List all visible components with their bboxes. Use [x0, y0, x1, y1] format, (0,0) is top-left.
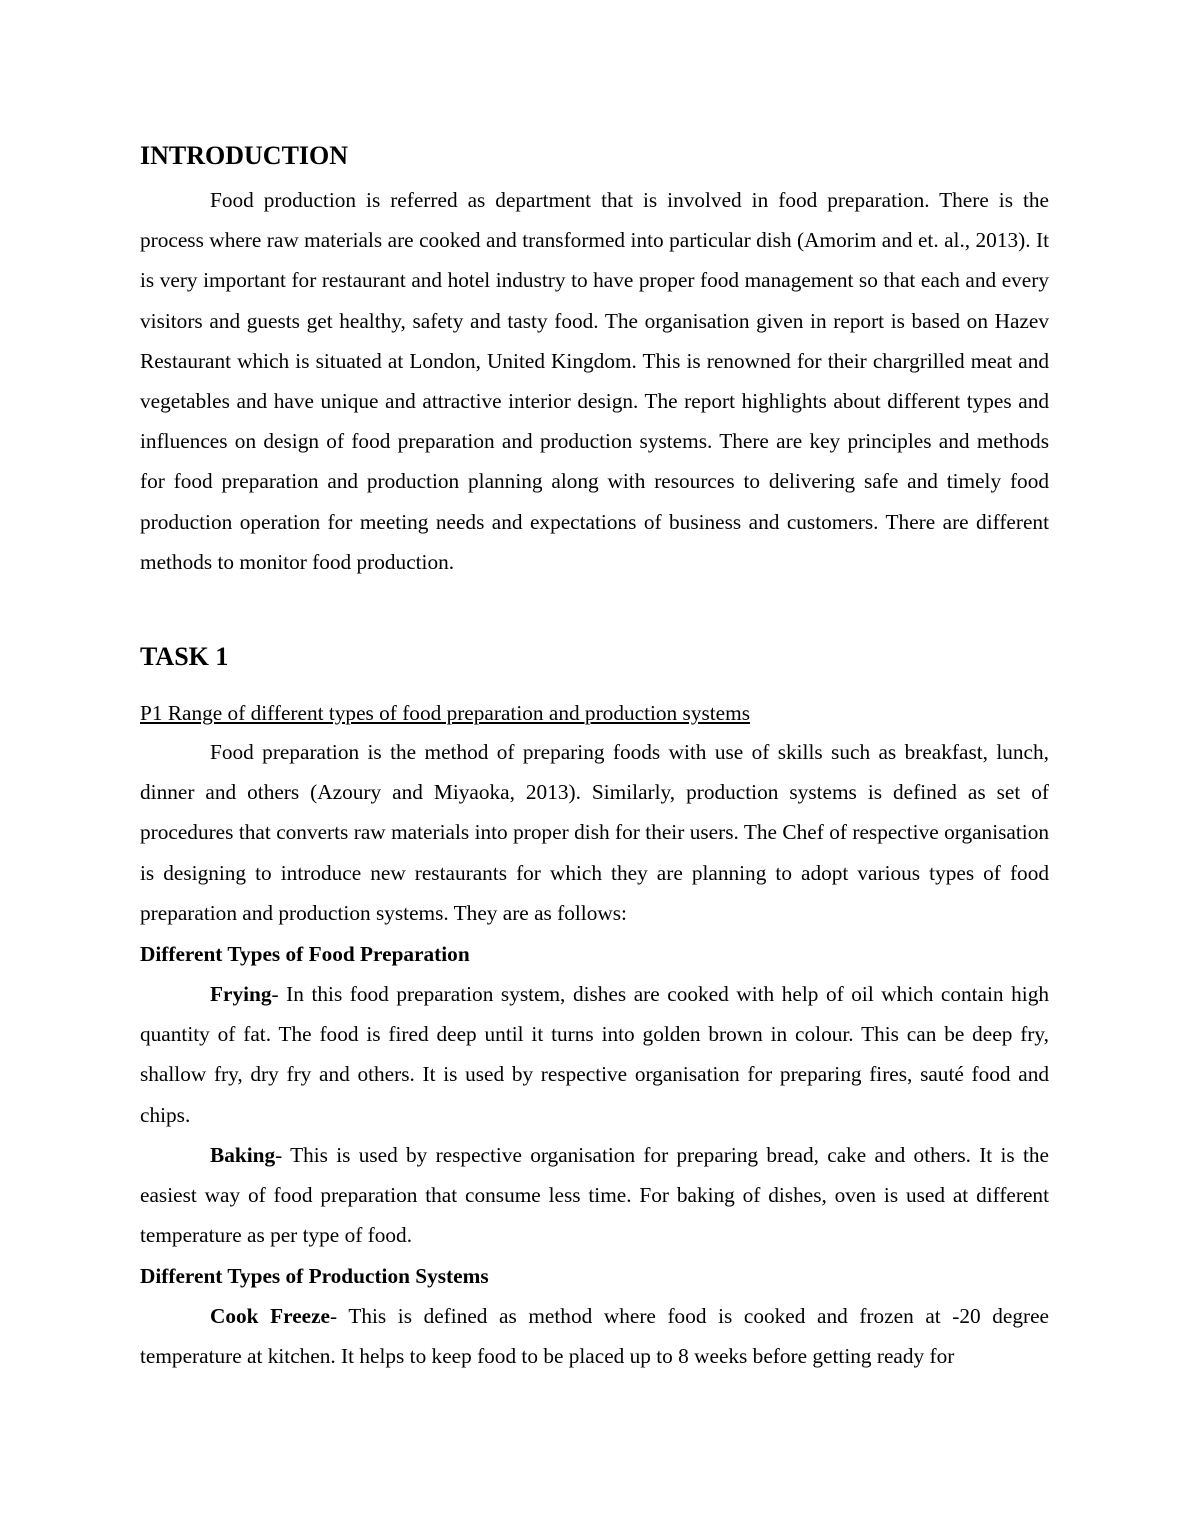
introduction-heading: INTRODUCTION	[140, 141, 349, 170]
task1-heading: TASK 1	[140, 642, 229, 671]
baking-term: Baking	[210, 1143, 276, 1167]
introduction-paragraph: Food production is referred as department that is involved in food preparation. There is the process where raw materials are cooked and transformed into particular dish (Amorim and et. al., 2013). It is very important for restaurant and hotel industry to have proper food management so that each and every visitors and guests get healthy, safety and tasty food. The organisation given in report is based on Hazev Restaurant which is situated at London, United Kingdom. This is renowned for their chargrilled meat and vegetables and have unique and attractive interior design. The report highlights about different types and influences on design of food preparation and production systems. There are key principles and methods for food preparation and production planning along with resources to delivering safe and timely food production operation for meeting needs and expectations of business and customers. There are different methods to monitor food production.	[140, 188, 1049, 574]
cook-freeze-term: Cook Freeze	[210, 1304, 331, 1328]
food-preparation-heading: Different Types of Food Preparation	[140, 942, 470, 966]
cook-freeze-paragraph	[140, 1296, 1049, 1376]
baking-paragraph	[140, 1135, 1049, 1256]
frying-paragraph	[140, 974, 1049, 1135]
baking-text: - This is used by respective organisation for preparing bread, cake and others. It is the easiest way of food preparation that consume less time. For baking of dishes, oven is used at different temperature as per type of food.	[140, 1143, 1049, 1248]
p1-subheading: P1 Range of different types of food preparation and production systems	[140, 701, 750, 725]
frying-term: Frying	[210, 982, 272, 1006]
task1-paragraph: Food preparation is the method of preparing foods with use of skills such as breakfast, lunch, dinner and others (Azoury and Miyaoka, 2013). Similarly, production systems is defined as set of procedures that converts raw materials into proper dish for their users. The Chef of respective organisation is designing to introduce new restaurants for which they are planning to adopt various types of food preparation and production systems. They are as follows:	[140, 740, 1049, 925]
cook-freeze-text: - This is defined as method where food is cooked and frozen at -20 degree temperature at kitchen. It helps to keep food to be placed up to 8 weeks before getting ready for	[140, 1304, 1050, 1369]
production-systems-heading: Different Types of Production Systems	[140, 1264, 489, 1288]
frying-text: - In this food preparation system, dishes are cooked with help of oil which contain high quantity of fat. The food is fired deep until it turns into golden brown in colour. This can be deep fry, shallow fry, dry fry and others. It is used by respective organisation for preparing fires, sauté food and chips.	[140, 982, 1049, 1127]
